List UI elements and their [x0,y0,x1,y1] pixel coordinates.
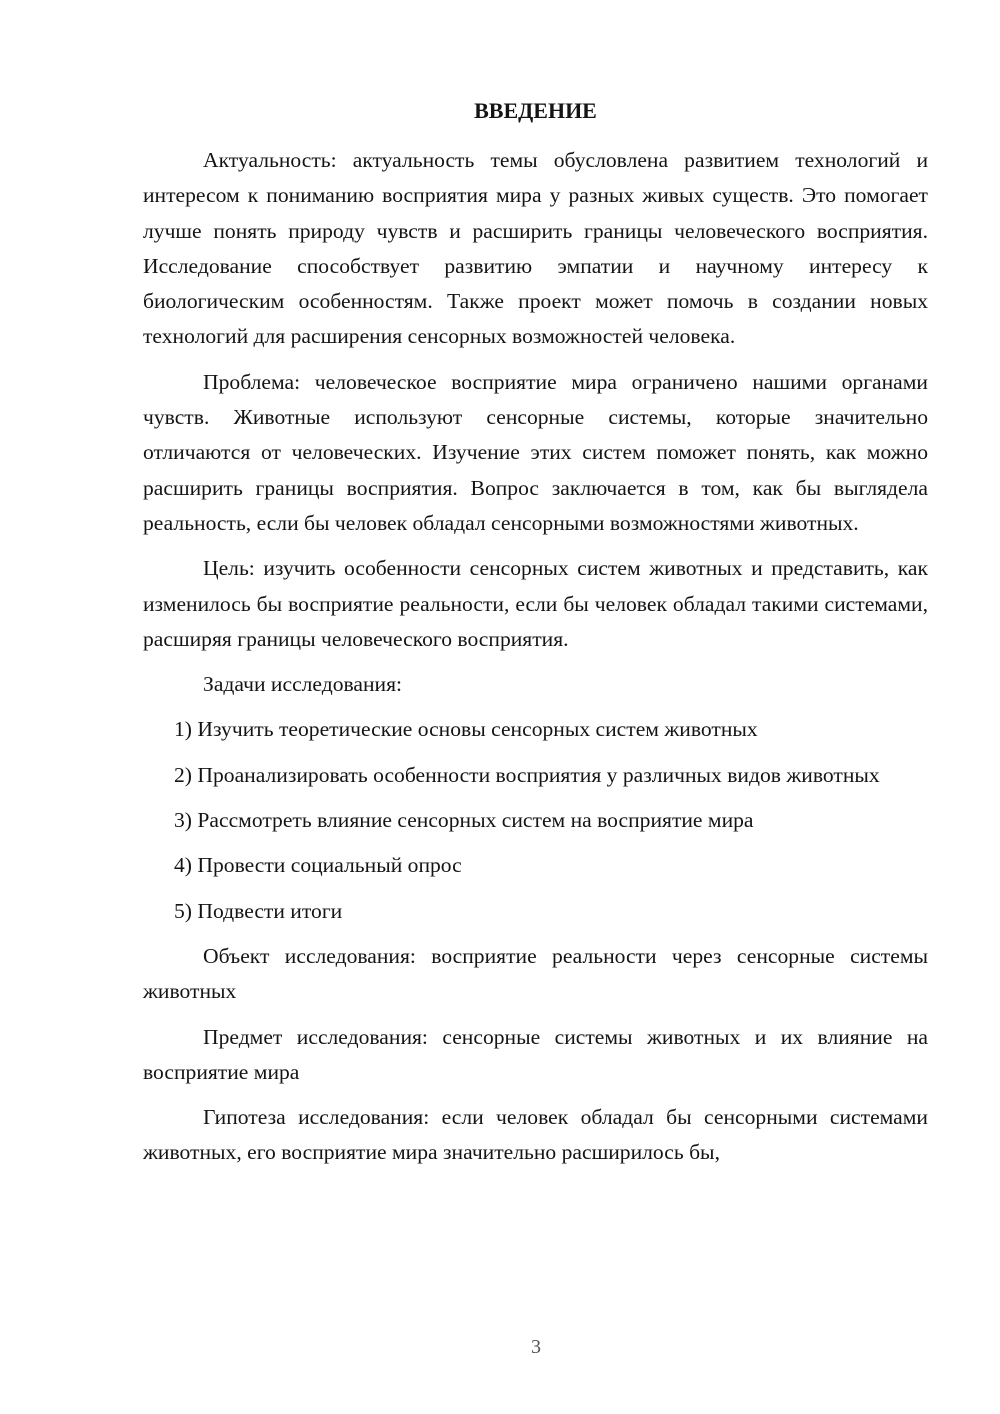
task-item-2: 2) Проанализировать особенности восприятия у различных видов животных [174,762,880,787]
page-number: 3 [531,1336,541,1358]
paragraph-subject: Предмет исследования: сенсорные системы животных и их влияние на восприятие мира [143,1024,928,1084]
paragraph-object: Объект исследования: восприятие реальности через сенсорные системы животных [143,943,928,1004]
paragraph-goal: Цель: изучить особенности сенсорных систем животных и представить, как изменилось бы восприятие реальности, если бы человек обладал такими системами, расширяя границы человеческого восприятия. [143,556,928,651]
body-text [143,143,928,1171]
task-item-5: 5) Подвести итоги [174,898,343,923]
task-item-1: 1) Изучить теоретические основы сенсорных систем животных [174,717,758,742]
page-title: ВВЕДЕНИЕ [474,98,597,123]
paragraph-hypothesis: Гипотеза исследования: если человек обладал бы сенсорными системами животных, его восприятие мира значительно расширилось бы, [143,1105,928,1165]
tasks-title: Задачи исследования: [203,672,403,697]
paragraph-relevance: Актуальность: актуальность темы обусловлена развитием технологий и интересом к пониманию восприятия мира у разных живых существ. Это помогает лучше понять природу чувств и расширить границы человеческого восприятия. Исследование способствует развитию эмпатии и научному интересу к биологическим особенностям. Также проект может помочь в создании новых технологий для расширения сенсорных возможностей человека. [143,148,928,349]
task-item-3: 3) Рассмотреть влияние сенсорных систем на восприятие мира [174,808,754,833]
paragraph-problem: Проблема: человеческое восприятие мира ограничено нашими органами чувств. Животные используют сенсорные системы, которые значительно отличаются от человеческих. Изучение этих систем поможет понять, как можно расширить границы восприятия. Вопрос заключается в том, как бы выглядела реальность, если бы человек обладал сенсорными возможностями животных. [143,369,928,535]
task-item-4: 4) Провести социальный опрос [174,853,462,878]
